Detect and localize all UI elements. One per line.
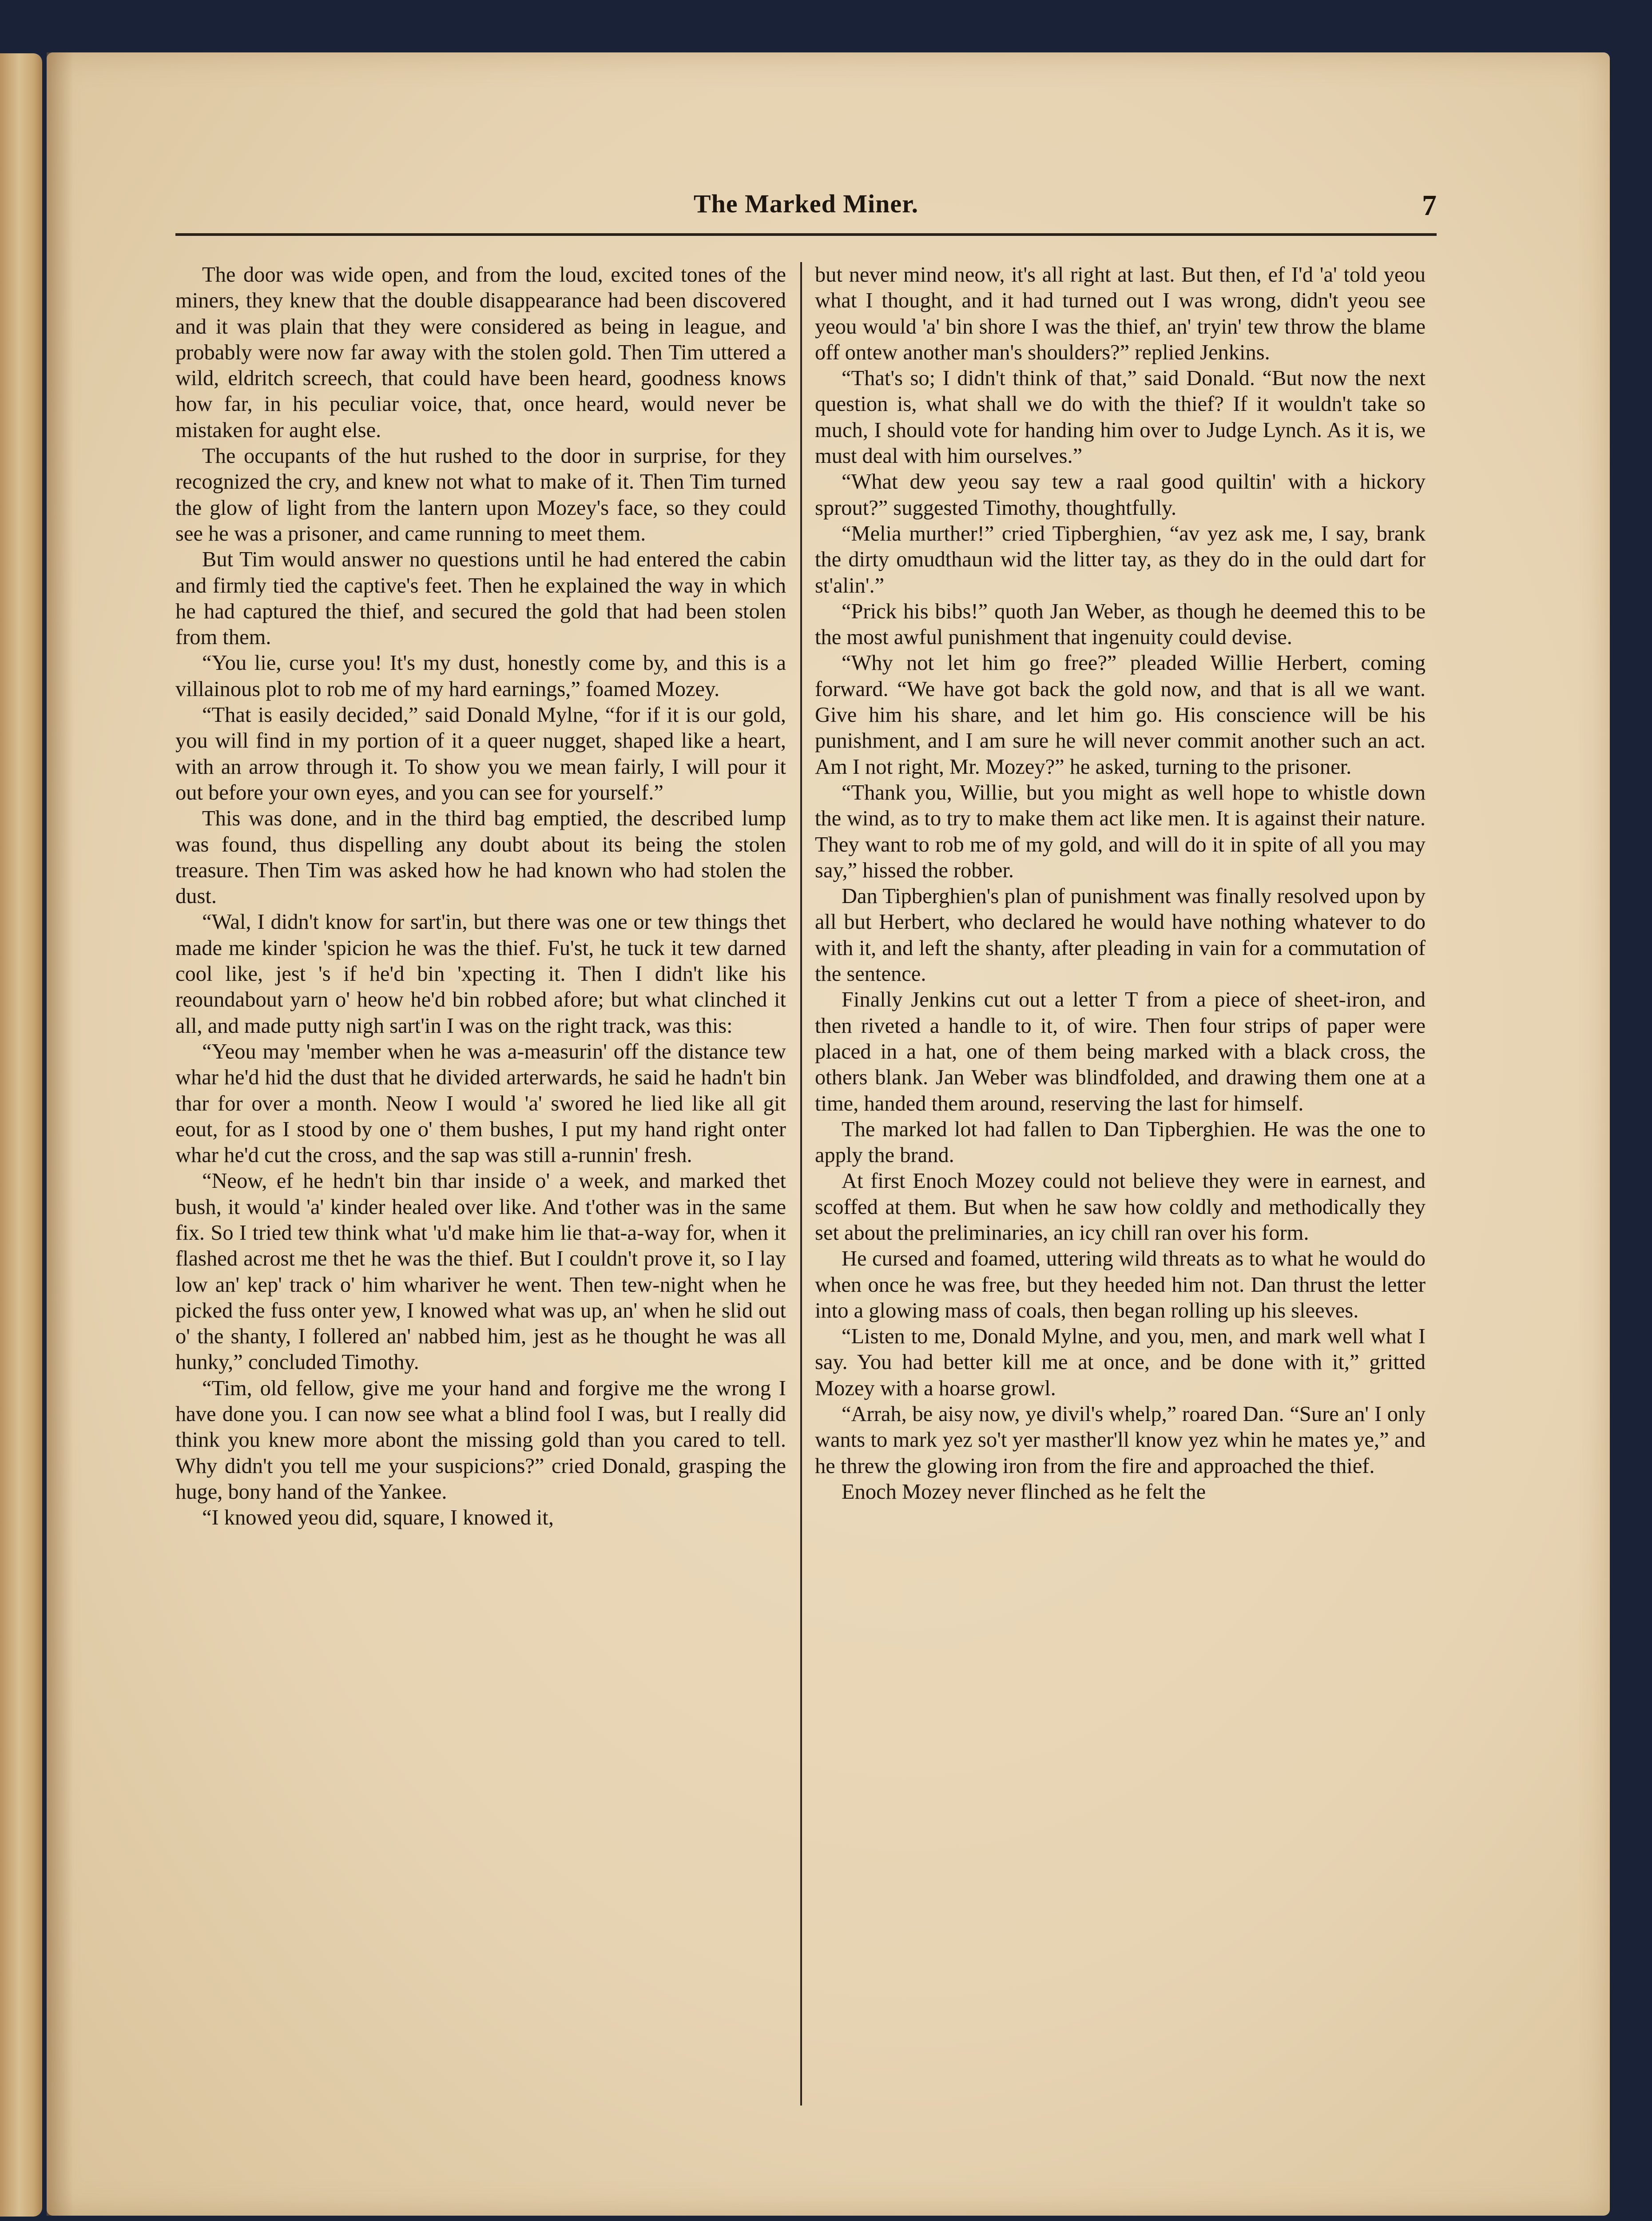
paragraph: This was done, and in the third bag emptied, the described lump was found, thus dispelling any doubt about its being the stolen treasure. Then Tim was asked how he had known who had stolen the dust. bbox=[175, 807, 786, 908]
paragraph: “Prick his bibs!” quoth Jan Weber, as though he deemed this to be the most awful punishment that ingenuity could devise. bbox=[815, 599, 1426, 649]
paragraph: “Neow, ef he hedn't bin thar inside o' a week, and marked thet bush, it would 'a' kinder healed over like. And t'other was in the same fix. So I tried tew think what 'u'd make him lie that-a-way for, when it flashed acrost me thet he was the thief. But I couldn't prove it, so I lay low an' kep' track o' him whariver he went. Then tew-night when he picked the fuss onter yew, I knowed what was up, an' when he slid out o' the shanty, I follered an' nabbed him, jest as he thought he was all hunky,” concluded Timothy. bbox=[175, 1169, 786, 1374]
spine-shadow bbox=[47, 52, 73, 2216]
facing-page-edge bbox=[0, 53, 42, 2217]
left-text-column bbox=[175, 262, 786, 1531]
running-title: The Marked Miner. bbox=[693, 189, 919, 218]
column-divider bbox=[800, 262, 802, 2106]
paragraph: “Yeou may 'member when he was a-measurin' off the distance tew whar he'd hid the dust that he divided arterwards, he said he hadn't bin thar for over a month. Neow I would 'a' swored he lied like all git eout, for as I stood by one o' them bushes, I put my hand right onter whar he'd cut the cross, and the sap was still a-runnin' fresh. bbox=[175, 1039, 786, 1167]
paragraph: “Arrah, be aisy now, ye divil's whelp,” roared Dan. “Sure an' I only wants to mark yez so't yer masther'll know yez whin he mates ye,” and he threw the glowing iron from the fire and approached the thief. bbox=[815, 1402, 1426, 1478]
paragraph: “Why not let him go free?” pleaded Willie Herbert, coming forward. “We have got back the gold now, and that is all we want. Give him his share, and let him go. His conscience will be his punishment, and I am sure he will never commit another such an act. Am I not right, Mr. Mozey?” he asked, turning to the prisoner. bbox=[815, 651, 1426, 779]
right-text-column bbox=[815, 262, 1426, 1505]
paragraph: The marked lot had fallen to Dan Tipberghien. He was the one to apply the brand. bbox=[815, 1117, 1426, 1167]
paragraph: “Thank you, Willie, but you might as well hope to whistle down the wind, as to try to make them act like men. It is against their nature. They want to rob me of my gold, and will do it in spite of all you may say,” hissed the robber. bbox=[815, 780, 1426, 882]
paragraph: but never mind neow, it's all right at last. But then, ef I'd 'a' told yeou what I thought, and it had turned out I was wrong, didn't yeou see yeou would 'a' bin shore I was the thief, an' tryin' tew throw the blame off ontew another man's shoulders?” replied Jenkins. bbox=[815, 263, 1426, 364]
paragraph: “What dew yeou say tew a raal good quiltin' with a hickory sprout?” suggested Timothy, thoughtfully. bbox=[815, 470, 1426, 520]
paragraph: At first Enoch Mozey could not believe they were in earnest, and scoffed at them. But when he saw how coldly and methodically they set about the preliminaries, an icy chill ran over his form. bbox=[815, 1169, 1426, 1245]
paragraph: “You lie, curse you! It's my dust, honestly come by, and this is a villainous plot to rob me of my hard earnings,” foamed Mozey. bbox=[175, 651, 786, 701]
paragraph: “That is easily decided,” said Donald Mylne, “for if it is our gold, you will find in my portion of it a queer nugget, shaped like a heart, with an arrow through it. To show you we mean fairly, I will pour it out before your own eyes, and you can see for yourself.” bbox=[175, 703, 786, 804]
paragraph: Enoch Mozey never flinched as he felt the bbox=[842, 1480, 1206, 1504]
paragraph: “Tim, old fellow, give me your hand and forgive me the wrong I have done you. I can now see what a blind fool I was, but I really did think you knew more abont the missing gold than you cared to tell. Why didn't you tell me your suspicions?” cried Donald, grasping the huge, bony hand of the Yankee. bbox=[175, 1376, 786, 1504]
paragraph: “I knowed yeou did, square, I knowed it, bbox=[202, 1506, 554, 1530]
paragraph: “Melia murther!” cried Tipberghien, “av yez ask me, I say, brank the dirty omudthaun wid the litter tay, as they do in the ould dart for st'alin'.” bbox=[815, 521, 1426, 597]
paragraph: “Listen to me, Donald Mylne, and you, men, and mark well what I say. You had better kill me at once, and be done with it,” gritted Mozey with a hoarse growl. bbox=[815, 1325, 1426, 1400]
paragraph: The occupants of the hut rushed to the door in surprise, for they recognized the cry, and knew not what to make of it. Then Tim turned the glow of light from the lantern upon Mozey's face, so they could see he was a prisoner, and came running to meet them. bbox=[175, 444, 786, 545]
paragraph: Finally Jenkins cut out a letter T from a piece of sheet-iron, and then riveted a handle to it, of wire. Then four strips of paper were placed in a hat, one of them being marked with a black cross, the others blank. Jan Weber was blindfolded, and drawing them one at a time, handed them around, reserving the last for himself. bbox=[815, 988, 1426, 1115]
paragraph: “That's so; I didn't think of that,” said Donald. “But now the next question is, what shall we do with the thief? If it wouldn't take so much, I should vote for handing him over to Judge Lynch. As it is, we must deal with him ourselves.” bbox=[815, 366, 1426, 468]
header-rule bbox=[175, 233, 1437, 236]
page-header bbox=[175, 189, 1437, 255]
paragraph: He cursed and foamed, uttering wild threats as to what he would do when once he was free, but they heeded him not. Dan thrust the letter into a glowing mass of coals, then began rolling up his sleeves. bbox=[815, 1247, 1426, 1322]
paragraph: “Wal, I didn't know for sart'in, but there was one or tew things thet made me kinder 'spicion he was the thief. Fu'st, he tuck it tew darned cool like, jest 's if he'd bin 'xpecting it. Then I didn't like his reoundabout yarn o' heow he'd bin robbed afore; but what clinched it all, and made putty nigh sart'in I was on the right track, was this: bbox=[175, 910, 786, 1038]
paragraph: The door was wide open, and from the loud, excited tones of the miners, they knew that the double disappearance had been discovered and it was plain that they were considered as being in league, and probably were now far away with the stolen gold. Then Tim uttered a wild, eldritch screech, that could have been heard, goodness knows how far, in his peculiar voice, that, once heard, would never be mistaken for aught else. bbox=[175, 263, 786, 442]
paragraph: Dan Tipberghien's plan of punishment was finally resolved upon by all but Herbert, who declared he would have nothing whatever to do with it, and left the shanty, after pleading in vain for a commutation of the sentence. bbox=[815, 884, 1426, 986]
paragraph: But Tim would answer no questions until he had entered the cabin and firmly tied the captive's feet. Then he explained the way in which he had captured the thief, and secured the gold that had been stolen from them. bbox=[175, 548, 786, 649]
page-number: 7 bbox=[1422, 189, 1437, 222]
